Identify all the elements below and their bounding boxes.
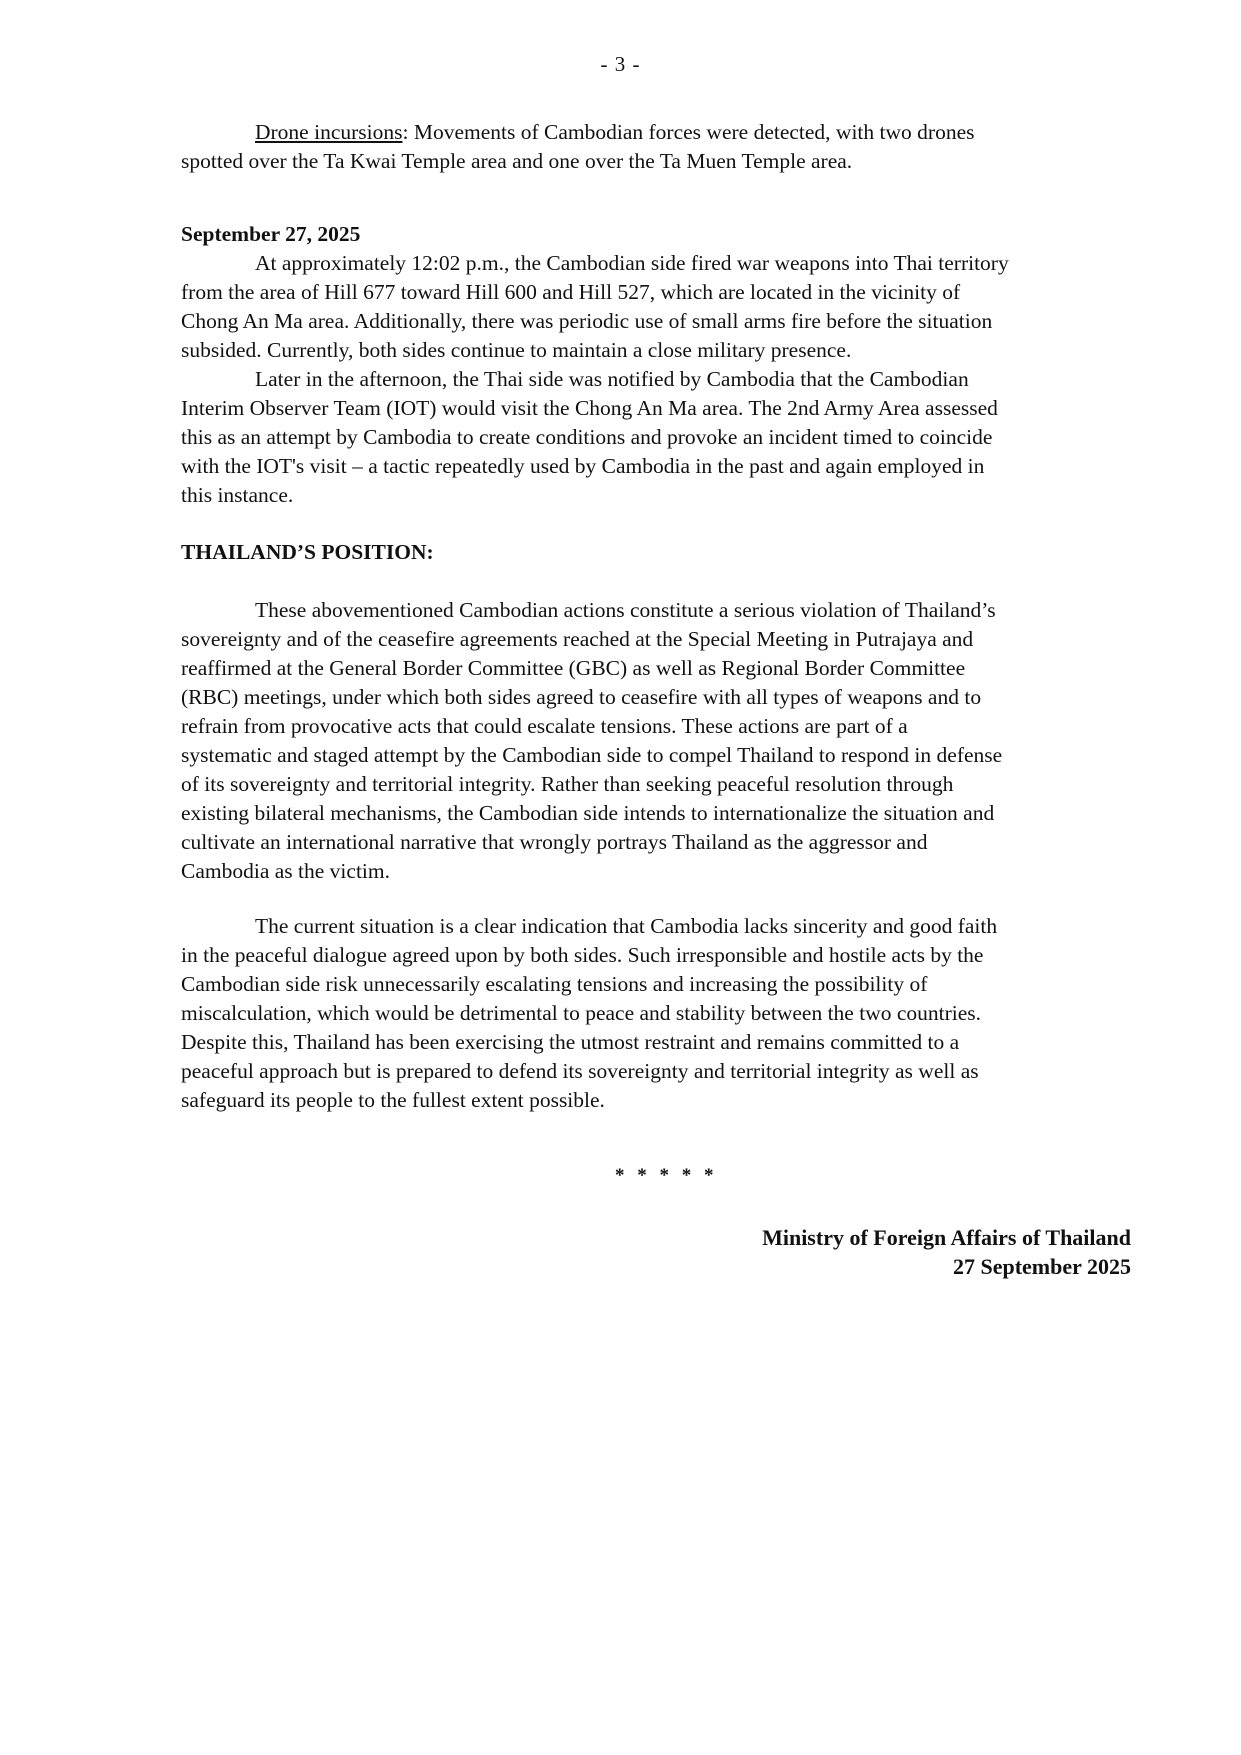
- paragraph-line: existing bilateral mechanisms, the Cambodian side intends to internationalize the situation and: [181, 801, 995, 825]
- paragraph-line: subsided. Currently, both sides continue to maintain a close military presence.: [181, 338, 852, 362]
- paragraph-line: Interim Observer Team (IOT) would visit the Chong An Ma area. The 2nd Army Area assessed: [181, 396, 998, 420]
- paragraph-line: Cambodia as the victim.: [181, 859, 390, 883]
- position-paragraph-1: [181, 596, 1141, 886]
- paragraph-line: miscalculation, which would be detrimental to peace and stability between the two countries.: [181, 1001, 982, 1025]
- paragraph-line: systematic and staged attempt by the Cambodian side to compel Thailand to respond in defense: [181, 743, 1003, 767]
- paragraph-line: These abovementioned Cambodian actions constitute a serious violation of Thailand’s: [255, 598, 996, 622]
- signature-block: [762, 1223, 1131, 1281]
- page-number: - 3 -: [600, 52, 641, 76]
- paragraph-line: this instance.: [181, 483, 294, 507]
- signature-organization: Ministry of Foreign Affairs of Thailand: [762, 1225, 1131, 1250]
- line-text: : Movements of Cambodian forces were detected, with two drones: [402, 120, 975, 144]
- paragraph-line: Later in the afternoon, the Thai side was notified by Cambodia that the Cambodian: [255, 367, 969, 391]
- paragraph-line: with the IOT's visit – a tactic repeatedly used by Cambodia in the past and again employed in: [181, 454, 985, 478]
- paragraph-line: of its sovereignty and territorial integrity. Rather than seeking peaceful resolution through: [181, 772, 954, 796]
- sept27-paragraph-1: [181, 249, 1141, 365]
- paragraph-line: cultivate an international narrative that wrongly portrays Thailand as the aggressor and: [181, 830, 928, 854]
- sept27-paragraph-2: [181, 365, 1141, 510]
- paragraph-line: spotted over the Ta Kwai Temple area and one over the Ta Muen Temple area.: [181, 149, 853, 173]
- drone-incursions-label: Drone incursions: [255, 120, 403, 144]
- paragraph-line: At approximately 12:02 p.m., the Cambodian side fired war weapons into Thai territory: [255, 251, 1009, 275]
- paragraph-line: The current situation is a clear indication that Cambodia lacks sincerity and good faith: [255, 914, 998, 938]
- paragraph-line: refrain from provocative acts that could escalate tensions. These actions are part of a: [181, 714, 908, 738]
- paragraph-line: this as an attempt by Cambodia to create conditions and provoke an incident timed to coincide: [181, 425, 993, 449]
- paragraph-line: reaffirmed at the General Border Committee (GBC) as well as Regional Border Committee: [181, 656, 966, 680]
- paragraph-line: Despite this, Thailand has been exercising the utmost restraint and remains committed to a: [181, 1030, 960, 1054]
- paragraph-line: Cambodian side risk unnecessarily escalating tensions and increasing the possibility of: [181, 972, 928, 996]
- section-heading-sept27: September 27, 2025: [181, 222, 361, 246]
- position-paragraph-2: [181, 912, 1141, 1115]
- paragraph-line: Chong An Ma area. Additionally, there was periodic use of small arms fire before the situation: [181, 309, 993, 333]
- paragraph-line: sovereignty and of the ceasefire agreements reached at the Special Meeting in Putrajaya and: [181, 627, 974, 651]
- section-separator: * * * * *: [615, 1165, 718, 1186]
- paragraph-line: from the area of Hill 677 toward Hill 600 and Hill 527, which are located in the vicinity of: [181, 280, 961, 304]
- paragraph-line: peaceful approach but is prepared to defend its sovereignty and territorial integrity as well as: [181, 1059, 979, 1083]
- drone-incursions-paragraph: [181, 118, 1141, 176]
- paragraph-line: in the peaceful dialogue agreed upon by both sides. Such irresponsible and hostile acts by the: [181, 943, 984, 967]
- paragraph-line: [181, 118, 1141, 147]
- paragraph-line: safeguard its people to the fullest extent possible.: [181, 1088, 605, 1112]
- section-heading-position: THAILAND’S POSITION:: [181, 540, 434, 564]
- signature-date: 27 September 2025: [952, 1254, 1131, 1279]
- paragraph-line: (RBC) meetings, under which both sides agreed to ceasefire with all types of weapons and to: [181, 685, 982, 709]
